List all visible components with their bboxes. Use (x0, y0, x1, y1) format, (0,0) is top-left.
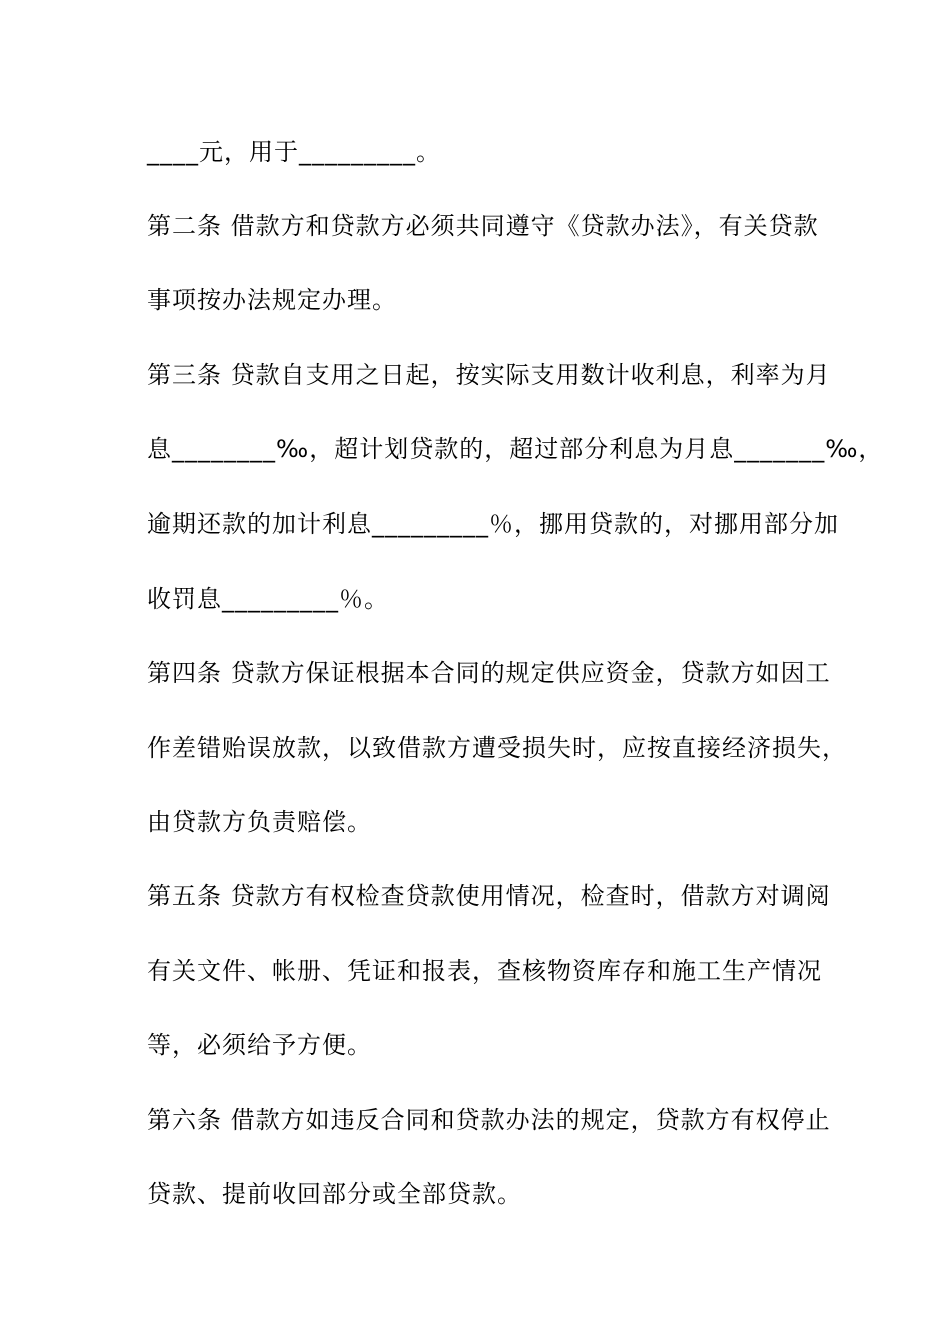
text-line-6: 逾期还款的加计利息_________％，挪用贷款的，对挪用部分加 (147, 510, 839, 538)
text-line-3: 事项按办法规定办理。 (147, 286, 397, 314)
text-line-15: 贷款、提前收回部分或全部贷款。 (147, 1180, 522, 1208)
text-line-2: 第二条 借款方和贷款方必须共同遵守《贷款办法》，有关贷款 (147, 212, 819, 240)
text-line-14: 第六条 借款方如违反合同和贷款办法的规定，贷款方有权停止 (147, 1106, 831, 1134)
text-line-13: 等，必须给予方便。 (147, 1031, 372, 1059)
text-line-1: ____元，用于_________。 (147, 138, 441, 166)
text-line-4: 第三条 贷款自支用之日起，按实际支用数计收利息，利率为月 (147, 361, 831, 389)
text-line-5: 息________‰，超计划贷款的，超过部分利息为月息_______‰， (147, 435, 884, 463)
text-line-12: 有关文件、帐册、凭证和报表，查核物资库存和施工生产情况 (147, 957, 822, 985)
text-line-7: 收罚息_________％。 (147, 585, 389, 613)
text-line-9: 作差错贻误放款，以致借款方遭受损失时，应按直接经济损失， (147, 734, 847, 762)
text-line-10: 由贷款方负责赔偿。 (147, 808, 372, 836)
text-line-11: 第五条 贷款方有权检查贷款使用情况，检查时，借款方对调阅 (147, 882, 831, 910)
text-line-8: 第四条 贷款方保证根据本合同的规定供应资金，贷款方如因工 (147, 659, 831, 687)
